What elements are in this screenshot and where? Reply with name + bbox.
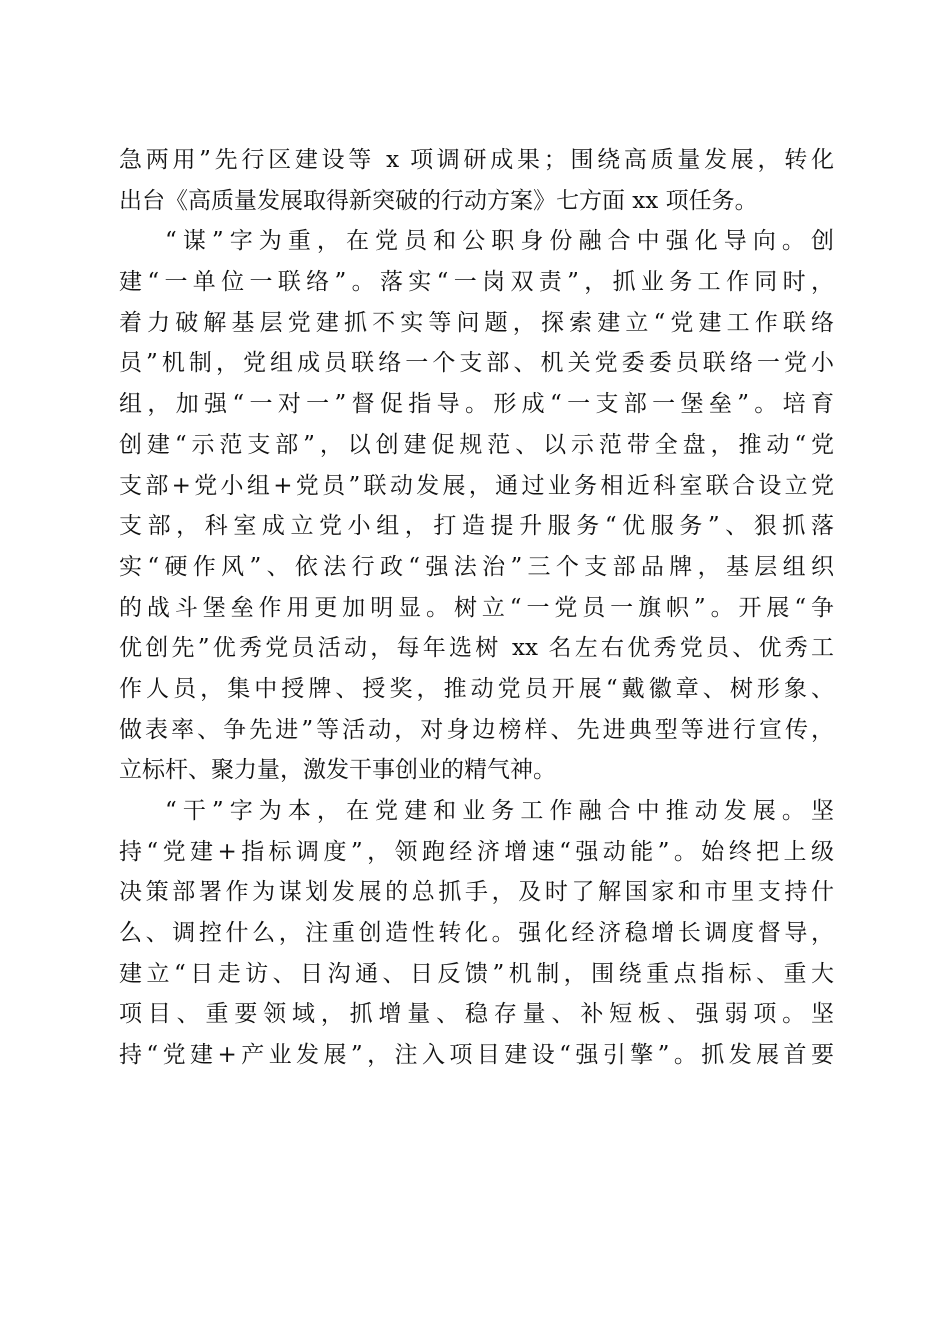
- text-line: 作人员，集中授牌、授奖，推动党员开展“戴徽章、树形象、: [119, 675, 834, 702]
- text-line: 持“党建+产业发展”，注入项目建设“强引擎”。抓发展首要: [119, 1042, 834, 1069]
- text-line: 做表率、争先进”等活动，对身边榜样、先进典型等进行宣传，: [119, 716, 834, 743]
- text-line: 出台《高质量发展取得新突破的行动方案》七方面 xx 项任务。: [119, 187, 758, 214]
- text-line: 支部+党小组+党员”联动发展，通过业务相近科室联合设立党: [119, 472, 834, 499]
- text-line: 立标杆、聚力量，激发干事创业的精气神。: [119, 757, 556, 784]
- text-line: 组，加强“一对一”督促指导。形成“一支部一堡垒”。培育: [119, 391, 834, 418]
- text-line: 么、调控什么，注重创造性转化。强化经济稳增长调度督导，: [119, 920, 834, 947]
- text-line: 决策部署作为谋划发展的总抓手，及时了解国家和市里支持什: [119, 879, 834, 906]
- text-line: 创建“示范支部”，以创建促规范、以示范带全盘，推动“党: [119, 431, 834, 458]
- text-line: 支部，科室成立党小组，打造提升服务“优服务”、狠抓落: [119, 513, 834, 540]
- text-line: 建立“日走访、日沟通、日反馈”机制，围绕重点指标、重大: [119, 960, 834, 987]
- text-line: 优创先”优秀党员活动，每年选树 xx 名左右优秀党员、优秀工: [119, 635, 834, 662]
- text-line: 员”机制，党组成员联络一个支部、机关党委委员联络一党小: [119, 350, 834, 377]
- paragraph-first-line: “干”字为本，在党建和业务工作融合中推动发展。坚: [165, 798, 834, 824]
- text-line: 持“党建+指标调度”，领跑经济增速“强动能”。始终把上级: [119, 838, 834, 865]
- text-line: 实“硬作风”、依法行政“强法治”三个支部品牌，基层组织: [119, 553, 834, 580]
- text-line: 急两用”先行区建设等 x 项调研成果；围绕高质量发展，转化: [119, 147, 834, 173]
- text-line: 着力破解基层党建抓不实等问题，探索建立“党建工作联络: [119, 309, 834, 336]
- text-line: 建“一单位一联络”。落实“一岗双责”，抓业务工作同时，: [119, 269, 834, 296]
- paragraph-first-line: “谋”字为重，在党员和公职身份融合中强化导向。创: [165, 228, 834, 255]
- text-line: 项目、重要领域，抓增量、稳存量、补短板、强弱项。坚: [119, 1001, 834, 1028]
- body-text: [119, 140, 834, 1076]
- text-line: 的战斗堡垒作用更加明显。树立“一党员一旗帜”。开展“争: [119, 594, 834, 621]
